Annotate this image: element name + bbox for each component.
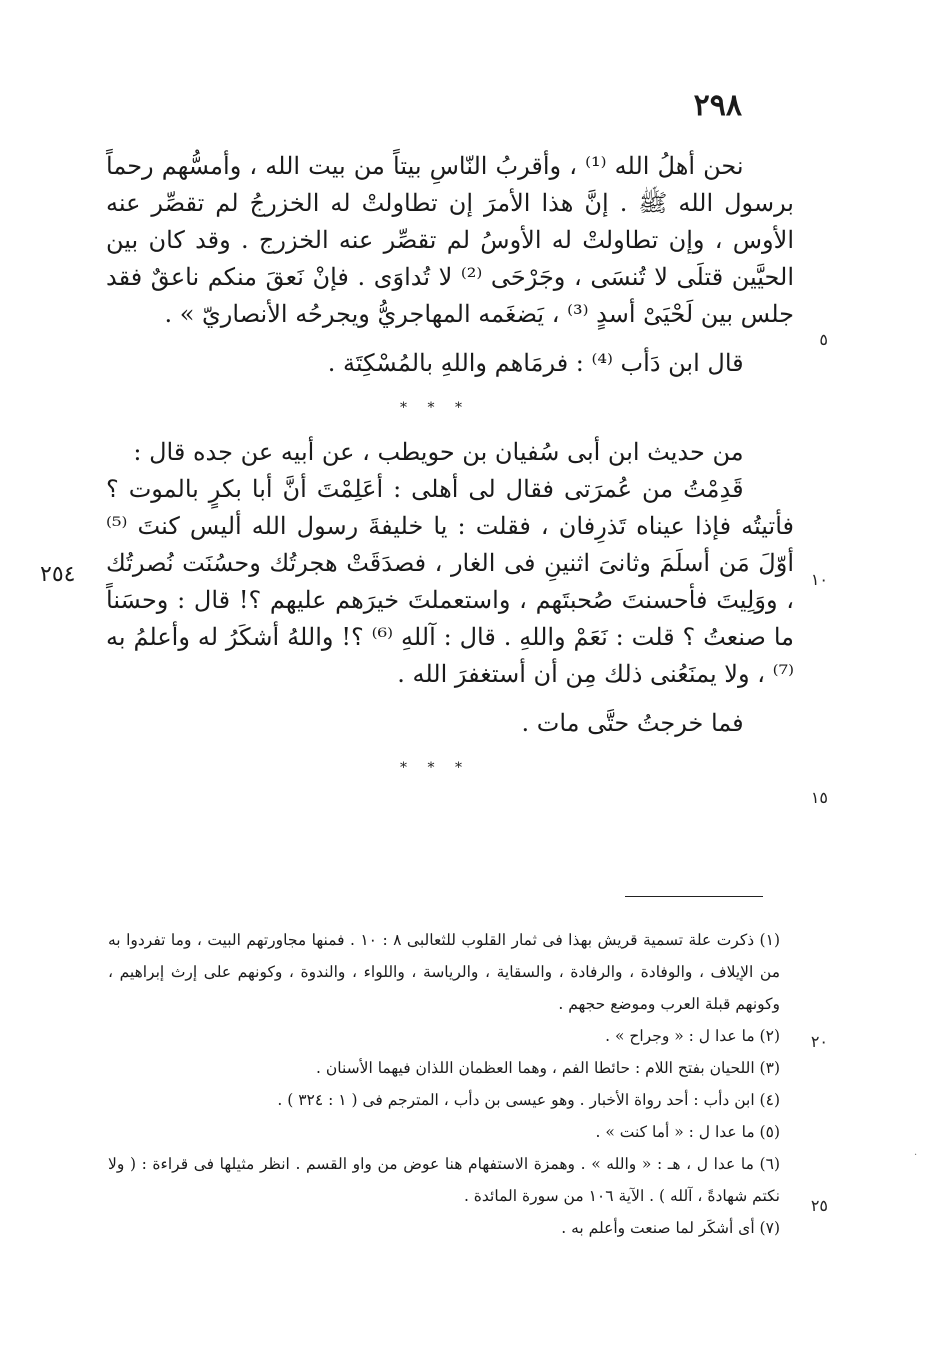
footnote-5: (٥) ما عدا ل : « أما كنت » .: [595, 1123, 780, 1141]
footnote-3: (٣) اللحيان بفتح اللام : حائطا الفم ، وهما العظمان اللذان فيهما الأسنان .: [316, 1059, 780, 1077]
margin-page-reference: ٢٥٤: [40, 562, 76, 587]
line-number-15: ١٥: [810, 788, 828, 807]
main-text: [106, 148, 794, 794]
footnote-7: (٧) أى أشكَر لما صنعت وأعلم به .: [561, 1219, 780, 1237]
footnotes: [108, 924, 780, 1244]
paragraph-2: قال ابن دَأب ⁽⁴⁾ : فرمَاهم واللهِ بالمُسْكِتَة .: [327, 349, 744, 377]
footnote-1: (١) ذكرت علة تسمية قريش بهذا فى ثمار القلوب للثعالبى ٨ : ١٠ . فمنها مجاورتهم البيت ، وما تفردوا به من الإيلاف ، والوفادة ، والرفادة ، والسقاية ، والرياسة ، واللواء ، والندوة ، وكونهم على إرث إبراهيم ، وكونهم قبلة العرب وموضع حجهم .: [108, 931, 780, 1013]
line-number-20: ٢٠: [810, 1032, 828, 1051]
scan-speck: ·: [914, 1150, 918, 1161]
paragraph-3: من حديث ابن أبى سُفيان بن حويطب ، عن أبيه عن جده قال :: [133, 438, 744, 466]
page-number: ٢٩٨: [693, 88, 742, 123]
footnote-4: (٤) ابن دأب : أحد رواة الأخبار . وهو عيسى بن دأب ، المترجم فى ( ١ : ٣٢٤ ) .: [277, 1091, 780, 1109]
section-separator-1: * * *: [400, 400, 470, 416]
line-number-25: ٢٥: [810, 1196, 828, 1215]
line-number-5: ٥: [819, 330, 828, 349]
paragraph-4: قَدِمْتُ من عُمرَتى فقال لى أهلى : أعَلِمْتَ أنَّ أبا بكرٍ بالموت ؟ فأتيتُه فإذا عيناه تَذرِفان ، فقلت : يا خليفةَ رسول الله أليس كنتَ ⁽⁵⁾ أوّلَ مَن أسلَمَ وثانىَ اثنينِ فى الغار ، فصدَقَتْ هجرتُك وحسُنَت نُصرتُك ، ووَلِيتَ فأحسنتَ صُحبتَهم ، واستعملتَ خيرَهم عليهم ؟! قال : وحسَناً ما صنعتُ ؟ قلت : نَعَمْ واللهِ . قال : آللهِ ⁽⁶⁾ ؟! واللهُ أشكَرُ له وأعلمُ به ⁽⁷⁾ ، ولا يمنَعُنى ذلك مِن أن أستغفرَ الله .: [106, 475, 794, 688]
paragraph-5: فما خرجتُ حتَّى مات .: [521, 709, 744, 737]
paragraph-1: نحن أهلُ الله ⁽¹⁾ ، وأقربُ النّاسِ بيتاً من بيت الله ، وأمسُّهم رحماً برسول الله ﷺ . إنَّ هذا الأمرَ إن تطاولتْ له الخزرجُ لم تقصِّر عنه الأوس ، وإن تطاولتْ له الأوسُ لم تقصِّر عنه الخزرج . وقد كان بين الحيَّين قتلَى لا تُنسَى ، وجَرْحَى ⁽²⁾ لا تُداوَى . فإنْ نَعقَ منكم ناعقٌ فقد جلس بين لَحْيَىْ أسدٍ ⁽³⁾ ، يَضغَمه المهاجريُّ ويجرحُه الأنصاريّ » .: [106, 152, 794, 328]
footnote-2: (٢) ما عدا ل : « وجراح » .: [605, 1027, 780, 1045]
line-number-10: ١٠: [810, 570, 828, 589]
footnote-divider: [625, 896, 763, 897]
footnote-6: (٦) ما عدا ل ، هـ : « والله » . وهمزة الاستفهام هنا عوض من واو القسم . انظر مثيلها فى قراءة : ( ولا نكتم شهادةً ، آلله ) . الآية ١٠٦ من سورة المائدة .: [108, 1155, 780, 1205]
section-separator-2: * * *: [400, 760, 470, 776]
